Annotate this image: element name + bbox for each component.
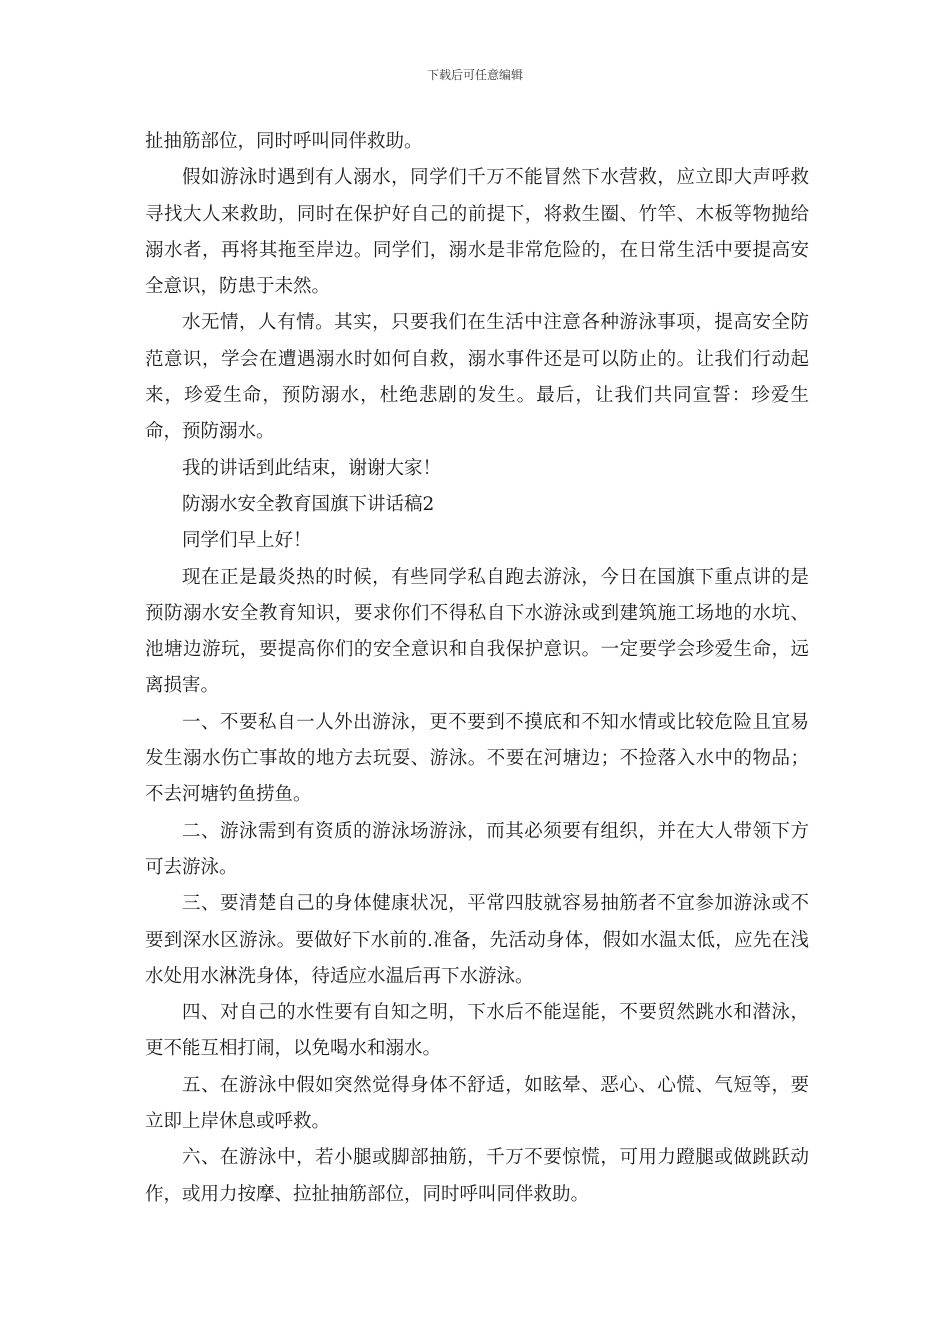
paragraph-thanks: 我的讲话到此结束，谢谢大家！ bbox=[182, 457, 442, 479]
page-header: 下载后可任意编辑 bbox=[426, 68, 523, 82]
paragraph-intro: 现在正是最炎热的时候，有些同学私自跑去游泳，今日在国旗下重点讲的是预防溺水安全教育知识，要求你们不得私自下水游泳或到建筑施工场地的水坑、池塘边游玩，要提高你们的安全意识和自我保护意识。一定要学会珍爱生命，远离损害。 bbox=[145, 566, 809, 697]
paragraph-closing-appeal: 水无情，人有情。其实，只要我们在生活中注意各种游泳事项，提高安全防范意识，学会在遭遇溺水时如何自救，溺水事件还是可以防止的。让我们行动起来，珍爱生命，预防溺水，杜绝悲剧的发生。最后，让我们共同宣誓：珍爱生命，预防溺水。 bbox=[145, 312, 809, 443]
paragraph-rule-1: 一、不要私自一人外出游泳，更不要到不摸底和不知水情或比较危险且宜易发生溺水伤亡事故的地方去玩耍、游泳。不要在河塘边；不捡落入水中的物品；不去河塘钓鱼捞鱼。 bbox=[145, 711, 809, 806]
document-body bbox=[145, 124, 809, 1213]
paragraph-continuation: 扯抽筋部位，同时呼叫同伴救助。 bbox=[145, 131, 423, 152]
paragraph-rule-2: 二、游泳需到有资质的游泳场游泳，而其必须要有组织，并在大人带领下方可去游泳。 bbox=[145, 820, 809, 878]
section-title: 防溺水安全教育国旗下讲话稿2 bbox=[182, 493, 435, 515]
paragraph-greeting: 同学们早上好！ bbox=[182, 530, 312, 552]
paragraph-rule-3: 三、要清楚自己的身体健康状况，平常四肢就容易抽筋者不宜参加游泳或不要到深水区游泳。要做好下水前的.准备，先活动身体，假如水温太低，应先在浅水处用水淋洗身体，待适应水温后再下水游泳。 bbox=[145, 893, 809, 987]
paragraph-rule-6: 六、在游泳中，若小腿或脚部抽筋，千万不要惊慌，可用力蹬腿或做跳跃动作，或用力按摩、拉扯抽筋部位，同时呼叫同伴救助。 bbox=[145, 1147, 809, 1205]
paragraph-rule-5: 五、在游泳中假如突然觉得身体不舒适，如眩晕、恶心、心慌、气短等，要立即上岸休息或呼救。 bbox=[145, 1074, 809, 1133]
paragraph-rule-4: 四、对自己的水性要有自知之明，下水后不能逞能，不要贸然跳水和潜泳，更不能互相打闹，以免喝水和溺水。 bbox=[145, 1002, 809, 1060]
paragraph-rescue-others: 假如游泳时遇到有人溺水，同学们千万不能冒然下水营救，应立即大声呼救寻找大人来救助，同时在保护好自己的前提下，将救生圈、竹竿、木板等物抛给溺水者，再将其拖至岸边。同学们，溺水是非常危险的，在日常生活中要提高安全意识，防患于未然。 bbox=[145, 167, 809, 298]
